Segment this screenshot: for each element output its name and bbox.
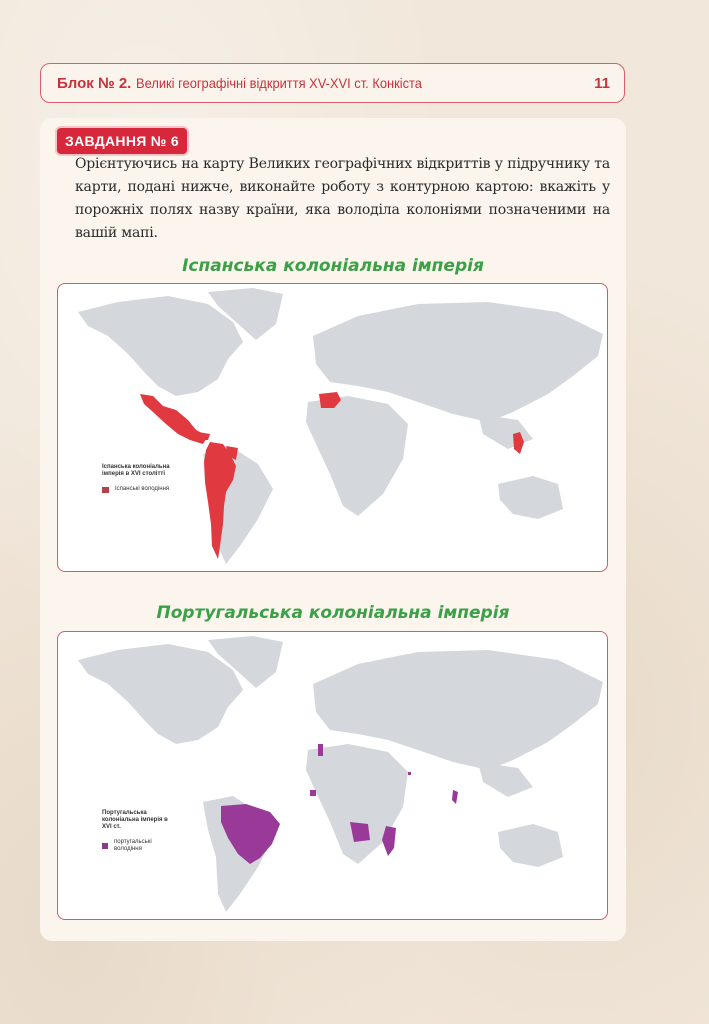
- legend-title: Іспанська колоніальна імперія в XVI столітті: [102, 464, 170, 477]
- legend-item-label: Іспанські володіння: [115, 486, 170, 492]
- land-masses: [78, 636, 603, 912]
- legend-title: Португальська колоніальна імперія в XVI ст.: [102, 810, 168, 830]
- task-badge: ЗАВДАННЯ № 6: [57, 128, 187, 154]
- legend-swatch: [102, 843, 108, 849]
- map-title-spanish: Іспанська колоніальна імперія: [182, 256, 484, 276]
- page-header: [40, 63, 625, 103]
- legend-item-label: португальські володіння: [114, 839, 152, 852]
- map-portuguese: [57, 631, 608, 920]
- map-title-portuguese: Португальська колоніальна імперія: [156, 603, 510, 623]
- map-spanish: [57, 283, 608, 572]
- world-map-spanish: [58, 284, 608, 572]
- legend-spanish: [102, 464, 172, 493]
- block-label: Блок № 2.: [57, 74, 132, 92]
- page-number: 11: [594, 74, 610, 92]
- legend-swatch: [102, 487, 109, 493]
- world-map-portuguese: [58, 632, 608, 920]
- legend-portuguese: [102, 810, 172, 853]
- task-text: Орієнтуючись на карту Великих географічних відкриттів у підручнику та карти, подані нижче, виконайте роботу з контурною картою: вкажіть у порожніх полях назву країни, яка володіла колоніями позначеними на вашій мапі.: [75, 156, 610, 241]
- block-title: Великі географічні відкриття XV-XVI ст. Конкіста: [136, 75, 423, 91]
- land-masses: [78, 288, 603, 564]
